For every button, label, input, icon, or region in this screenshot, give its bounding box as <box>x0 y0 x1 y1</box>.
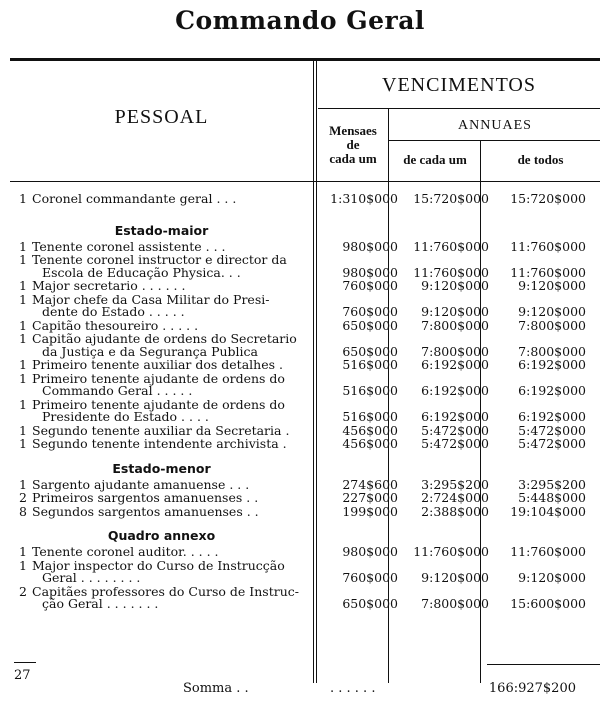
row-annual-each-value: 7:800$000 <box>421 317 489 333</box>
row-description <box>32 370 322 398</box>
vencimentos-rule <box>318 108 600 109</box>
row-description-line: Primeiro tenente auxiliar dos detalhes . <box>32 357 283 372</box>
row-annual-total-value: 7:800$000 <box>518 317 586 333</box>
row-quantity: 8 <box>19 503 27 519</box>
row-annual-each-value: 9:120$000 <box>421 570 489 585</box>
row-annual-each-value: 2:388$000 <box>421 503 489 519</box>
row-quantity: 1 <box>19 238 27 254</box>
row-mensal-value: 274$600 <box>342 476 398 492</box>
row-description <box>32 254 322 279</box>
row-mensal-value: 456$000 <box>342 436 398 451</box>
row-quantity: 1 <box>19 436 27 451</box>
row-description <box>32 396 322 424</box>
top-rule <box>10 58 600 61</box>
row-description-line: Tenente coronel instructor e director da <box>32 252 287 267</box>
row-annual-each-value: 5:472$000 <box>421 422 489 438</box>
row-annual-each-value: 11:760$000 <box>413 264 489 280</box>
row-description-line: Presidente do Estado . . . . <box>42 409 209 424</box>
row-annual-each-value: 7:800$000 <box>421 596 489 611</box>
row-description-line: Sargento ajudante amanuense . . . <box>32 476 250 492</box>
header-bottom-rule <box>10 181 600 182</box>
annuaes-rule <box>389 140 600 141</box>
row-description <box>32 280 322 293</box>
total-dots: . . . . . . <box>330 681 376 696</box>
row-description-line: Segundo tenente intendente archivista . <box>32 436 287 451</box>
row-annual-total-value: 11:760$000 <box>510 238 586 254</box>
row-quantity: 2 <box>19 490 27 505</box>
row-annual-each-value: 11:760$000 <box>413 238 489 254</box>
header-annuaes: ANNUAES <box>458 118 532 133</box>
row-quantity: 1 <box>19 291 27 307</box>
row-annual-total-value: 6:192$000 <box>518 383 586 398</box>
row-mensal-value: 980$000 <box>342 544 398 559</box>
row-annual-total-value: 9:120$000 <box>518 278 586 293</box>
header-mensaes-line: Mensaes <box>329 123 377 138</box>
row-mensal-value: 980$000 <box>342 264 398 280</box>
row-description <box>32 492 322 505</box>
header-mensaes-line: cada um <box>329 151 377 166</box>
row-description <box>32 193 322 206</box>
row-description <box>32 546 322 559</box>
row-quantity: 1 <box>19 331 27 346</box>
row-annual-total-value: 9:120$000 <box>518 304 586 319</box>
row-annual-total-value: 5:448$000 <box>518 490 586 505</box>
row-quantity: 1 <box>19 396 27 412</box>
row-description-line: Primeiros sargentos amanuenses . . <box>32 490 259 505</box>
row-description-line: Major inspector do Curso de Instrucção <box>32 557 285 573</box>
header-pessoal: PESSOAL <box>114 106 209 128</box>
row-description-line: Tenente coronel assistente . . . <box>32 238 226 254</box>
row-annual-each-value: 3:295$200 <box>421 476 489 492</box>
row-mensal-value: 516$000 <box>342 383 398 398</box>
section-heading: Estado-menor <box>112 460 211 476</box>
row-annual-total-value: 6:192$000 <box>518 357 586 372</box>
total-value: 166:927$200 <box>488 681 576 696</box>
row-description-line: da Justiça e da Segurança Publica <box>42 343 258 359</box>
section-heading: Quadro annexo <box>107 528 216 543</box>
row-quantity: 1 <box>19 278 27 293</box>
row-mensal-value: 1:310$000 <box>330 191 398 206</box>
header-de-cada-um: de cada um <box>403 152 467 167</box>
total-label: Somma . . <box>183 681 249 696</box>
row-annual-each-value: 7:800$000 <box>421 343 489 359</box>
row-description <box>32 438 322 451</box>
row-annual-each-value: 11:760$000 <box>413 544 489 559</box>
row-mensal-value: 980$000 <box>342 238 398 254</box>
row-annual-total-value: 3:295$200 <box>518 476 586 492</box>
row-mensal-value: 516$000 <box>342 357 398 372</box>
row-description-line: Segundo tenente auxiliar da Secretaria . <box>32 422 290 438</box>
row-annual-each-value: 6:192$000 <box>421 383 489 398</box>
row-description-line: Capitães professores do Curso de Instruc- <box>32 583 299 599</box>
row-description <box>32 503 322 519</box>
row-annual-total-value: 11:760$000 <box>510 544 586 559</box>
row-description-line: Geral . . . . . . . . <box>42 570 141 585</box>
row-description-line: ção Geral . . . . . . . <box>42 596 159 611</box>
row-mensal-value: 456$000 <box>342 422 398 438</box>
row-annual-total-value: 19:104$000 <box>510 503 586 519</box>
row-quantity: 1 <box>19 191 27 206</box>
row-annual-each-value: 6:192$000 <box>421 357 489 372</box>
row-description-line: Capitão ajudante de ordens do Secretario <box>32 331 297 346</box>
row-quantity: 1 <box>19 544 27 559</box>
row-description-line: Commando Geral . . . . . <box>42 383 193 398</box>
row-description-line: Capitão thesoureiro . . . . . <box>32 317 199 333</box>
row-annual-each-value: 2:724$000 <box>421 490 489 505</box>
row-annual-total-value: 15:720$000 <box>510 191 586 206</box>
row-annual-each-value: 15:720$000 <box>413 191 489 206</box>
row-description-line: Tenente coronel auditor. . . . . <box>32 544 219 559</box>
row-description <box>32 359 322 372</box>
row-quantity: 1 <box>19 557 27 573</box>
header-mensaes-line: de <box>346 137 360 152</box>
row-annual-each-value: 6:192$000 <box>421 409 489 424</box>
row-description <box>32 291 322 319</box>
row-annual-each-value: 9:120$000 <box>421 304 489 319</box>
row-quantity: 1 <box>19 357 27 372</box>
row-annual-total-value: 7:800$000 <box>518 343 586 359</box>
row-annual-total-value: 9:120$000 <box>518 570 586 585</box>
row-quantity: 1 <box>19 317 27 333</box>
row-description-line: Escola de Educação Physica. . . <box>42 264 241 280</box>
row-mensal-value: 227$000 <box>342 490 398 505</box>
row-mensal-value: 760$000 <box>342 304 398 319</box>
row-description-line: Primeiro tenente ajudante de ordens do <box>32 370 285 386</box>
row-description <box>32 557 322 585</box>
row-annual-total-value: 11:760$000 <box>510 264 586 280</box>
row-mensal-value: 516$000 <box>342 409 398 424</box>
row-annual-total-value: 5:472$000 <box>518 436 586 451</box>
row-description <box>32 583 322 611</box>
row-annual-total-value: 5:472$000 <box>518 422 586 438</box>
row-annual-each-value: 5:472$000 <box>421 436 489 451</box>
total-quantity: 27 <box>14 668 31 683</box>
section-heading: Estado-maior <box>114 222 209 238</box>
row-description-line: Major chefe da Casa Militar do Presi- <box>32 291 270 307</box>
row-mensal-value: 760$000 <box>342 570 398 585</box>
row-description <box>32 333 322 358</box>
row-annual-each-value: 9:120$000 <box>421 278 489 293</box>
row-quantity: 1 <box>19 476 27 492</box>
row-mensal-value: 650$000 <box>342 317 398 333</box>
row-quantity: 1 <box>19 252 27 267</box>
header-mensaes <box>318 124 388 166</box>
header-de-todos: de todos <box>517 152 564 167</box>
row-quantity: 2 <box>19 583 27 599</box>
row-quantity: 1 <box>19 370 27 386</box>
row-description-line: dente do Estado . . . . . <box>42 304 185 319</box>
header-vencimentos: VENCIMENTOS <box>382 74 536 96</box>
row-mensal-value: 650$000 <box>342 596 398 611</box>
row-description-line: Primeiro tenente ajudante de ordens do <box>32 396 285 412</box>
row-annual-total-value: 6:192$000 <box>518 409 586 424</box>
row-mensal-value: 199$000 <box>342 503 398 519</box>
page-title: Commando Geral <box>175 6 425 35</box>
row-quantity: 1 <box>19 422 27 438</box>
row-mensal-value: 650$000 <box>342 343 398 359</box>
row-description-line: Major secretario . . . . . . <box>32 278 186 293</box>
row-description-line: Segundos sargentos amanuenses . . <box>32 503 259 519</box>
row-annual-total-value: 15:600$000 <box>510 596 586 611</box>
row-mensal-value: 760$000 <box>342 278 398 293</box>
row-description-line: Coronel commandante geral . . . <box>32 191 237 206</box>
total-value-rule <box>487 664 600 665</box>
total-qty-rule <box>14 662 36 663</box>
